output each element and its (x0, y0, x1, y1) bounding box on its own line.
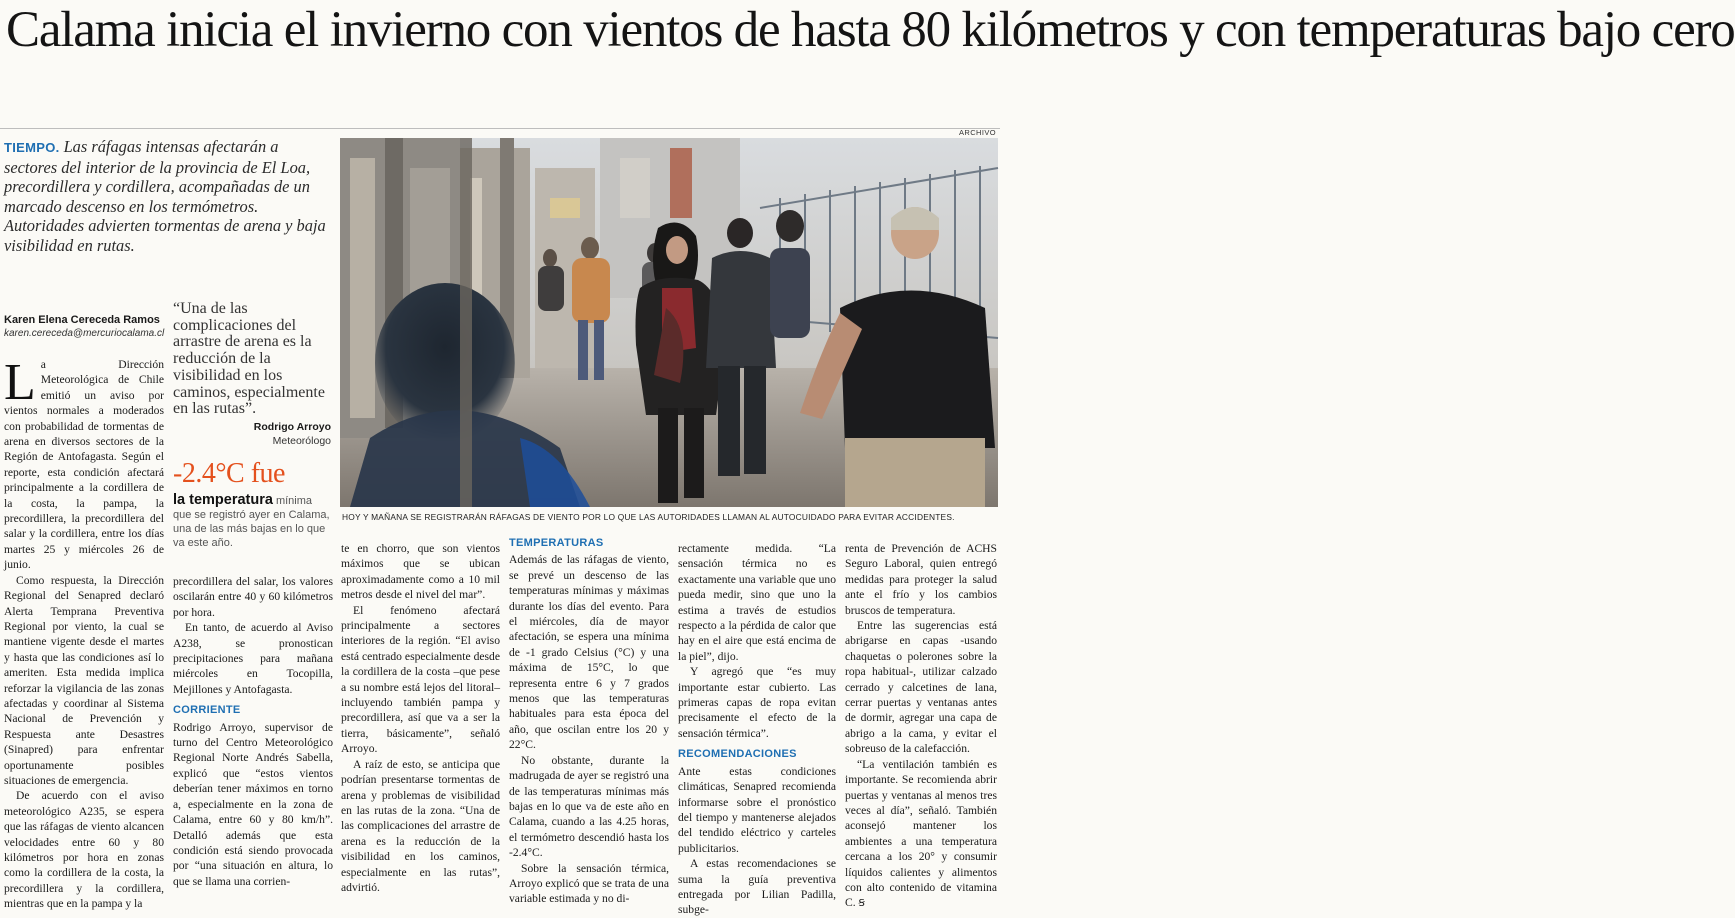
paragraph: Y agregó que “es muy importante estar cubierto. Las primeras capas de ropa evitan precisamente el efecto de la sensación térmica”. (678, 665, 836, 740)
headline: Calama inicia el invierno con vientos de hasta 80 kilómetros y con temperaturas bajo cero (6, 2, 1735, 58)
stat-value: -2.4°C fue (173, 458, 285, 489)
lead-text: Las ráfagas intensas afectarán a sectores del interior de la provincia de El Loa, precordillera y cordillera, acompañadas de un marcado descenso en los termómetros. Autoridades advierten tormentas de arena y baja visibilidad en rutas. (4, 137, 326, 255)
paragraph: Entre las sugerencias está abrigarse en capas -usando chaquetas o polerones sobre la ropa habitual-, utilizar calzado cerrado y calcetines de lana, cerrar puertas y ventanas antes de dormir, agregar una capa de abrigo a la cama, y evitar el sobreuso de la calefacción. (845, 619, 997, 756)
paragraph: te en chorro, que son vientos máximos que se ubican aproximadamente como a 10 mil metros desde el nivel del mar”. (341, 542, 500, 602)
paragraph: A estas recomendaciones se suma la guía preventiva entregada por Lilian Padilla, subge- (678, 857, 836, 917)
stat-label (173, 493, 333, 550)
paragraph: En tanto, de acuerdo al Aviso A238, se pronostican precipitaciones para mañana miércoles en Tocopilla, Mejillones y Antofagasta. (173, 621, 333, 696)
article-column-4 (509, 536, 669, 907)
street-photo (340, 138, 998, 507)
header-rule (0, 128, 1000, 129)
subheading: TEMPERATURAS (509, 537, 604, 549)
end-mark-icon: Ꞩ (858, 898, 865, 910)
paragraph: No obstante, durante la madrugada de ayer se registró una de las temperaturas mínimas más bajas en lo que va de este año en Calama, cuando a las 4.25 horas, el termómetro descendió hasta los -2.4°C. (509, 753, 669, 860)
pull-quote: “Una de las complicaciones del arrastre de arena es la reducción de la visibilidad en los caminos, especialmente en las rutas”. (173, 300, 325, 418)
drop-cap: L (4, 354, 36, 411)
paragraph: Sobre la sensación térmica, Arroyo explicó que se trata de una variable estimada y no di- (509, 861, 669, 906)
article-column-6 (845, 541, 997, 912)
paragraph: precordillera del salar, los valores oscilarán entre 40 y 60 kilómetros por hora. (173, 575, 333, 619)
paragraph: renta de Prevención de ACHS Seguro Laboral, quien entregó medidas para proteger la salud ante el frío y los cambios bruscos de temperatura. (845, 542, 997, 617)
stat-label-text: mínima que se registró ayer en Calama, una de las más bajas en lo que va este año. (173, 495, 330, 549)
lead-paragraph (4, 137, 334, 256)
stat-label-bold: la temperatura (173, 492, 273, 508)
paragraph-text: a Dirección Meteorológica de Chile emitió un aviso por vientos normales a moderados con probabilidad de tormentas de arena en diversos sectores de la Región de Antofagasta. Según el reporte, esta condición afectará principalmente a la cordillera de la costa, la pampa, la precordillera, la precordillera del salar y la cordillera, entre los días martes 25 y miércoles 26 de junio. (4, 358, 164, 572)
quote-attribution-role: Meteorólogo (272, 435, 331, 447)
subheading: CORRIENTE (173, 704, 241, 717)
paragraph (845, 757, 997, 912)
article-column-5 (678, 541, 836, 918)
author-name: Karen Elena Cereceda Ramos (4, 314, 160, 326)
article-column-1 (4, 354, 164, 912)
paragraph: A raíz de esto, se anticipa que podrían presentarse tormentas de arena y problemas de visibilidad en las rutas de la zona. “Una de las complicaciones del arrastre de arena es la reducción de la visibilidad en los caminos, especialmente en las rutas”, advirtió. (341, 757, 500, 894)
paragraph: De acuerdo con el aviso meteorológico A235, se espera que las ráfagas de viento alcancen velocidades entre 60 y 80 kilómetros por hora en zonas como la cordillera de la costa, la precordillera y la cordillera, mientras que en la pampa y la (4, 789, 164, 911)
paragraph: Rodrigo Arroyo, supervisor de turno del Centro Meteorológico Regional Norte Andrés Sabella, explicó que “estos vientos deberían tener máximos en torno a, especialmente en la zona de Calama, entre 60 y 80 km/h”. Detalló además que esta condición está siendo provocada por “una situación en altura, lo que se llama una corrien- (173, 720, 333, 888)
paragraph: Además de las ráfagas de viento, se prevé un descenso de las temperaturas mínimas y máximas durante los días del evento. Para el miércoles, día de mayor afectación, se espera una mínima de -1 grado Celsius (°C) y una máxima de 15°C, lo que representa entre 6 y 7 grados menos que las temperaturas habituales para esta época del año, que oscilan entre los 20 y 22°C. (509, 553, 669, 752)
article-column-3 (341, 541, 500, 895)
paragraph: Ante estas condiciones climáticas, Senapred recomienda informarse sobre el pronóstico del tiempo y mantenerse alejados del tendido eléctrico y carteles publicitarios. (678, 764, 836, 855)
author-email: karen.cereceda@mercuriocalama.cl (4, 328, 165, 339)
subheading: RECOMENDACIONES (678, 748, 797, 761)
street-photo-illustration (340, 138, 998, 507)
paragraph: Como respuesta, la Dirección Regional del Senapred declaró Alerta Temprana Preventiva Regional por viento, la cual se mantiene vigente desde el martes y hasta que las condiciones así lo ameriten. Esta medida implica reforzar la vigilancia de las zonas afectadas y coordinar al Sistema Nacional de Prevención y Respuesta ante Desastres (Sinapred) para enfrentar oportunamente posibles situaciones de emergencia. (4, 573, 164, 787)
byline (4, 313, 174, 341)
paragraph-text: “La ventilación también es importante. Se recomienda abrir puertas y ventanas al menos tres veces al día”, señaló. También aconsejó mantener los ambientes a una temperatura cercana a los 20° y consumir líquidos calientes y alimentos con alto contenido de vitamina C. (845, 757, 997, 910)
article-column-2 (173, 574, 333, 889)
photo-credit: ARCHIVO (959, 128, 996, 137)
paragraph (4, 354, 164, 573)
quote-attribution-name: Rodrigo Arroyo (253, 421, 331, 433)
lead-kicker: TIEMPO. (4, 140, 60, 155)
paragraph: rectamente medida. “La sensación térmica no es exactamente una variable que uno pueda medir, sino que uno la estima a través de estudios respecto a la pérdida de calor que hay en el aire que está encima de la piel”, dijo. (678, 542, 836, 663)
photo-caption: HOY Y MAÑANA SE REGISTRARÁN RÁFAGAS DE VIENTO POR LO QUE LAS AUTORIDADES LLAMAN AL AUTOCUIDADO PARA EVITAR ACCIDENTES. (342, 512, 955, 522)
paragraph: El fenómeno afectará principalmente a sectores interiores de la región. “El aviso está centrado especialmente desde la cordillera de la costa –que pese a su nombre está lejos del litoral– incluyendo también pampa y precordillera, así que va a ser la tierra, básicamente”, señaló Arroyo. (341, 603, 500, 756)
